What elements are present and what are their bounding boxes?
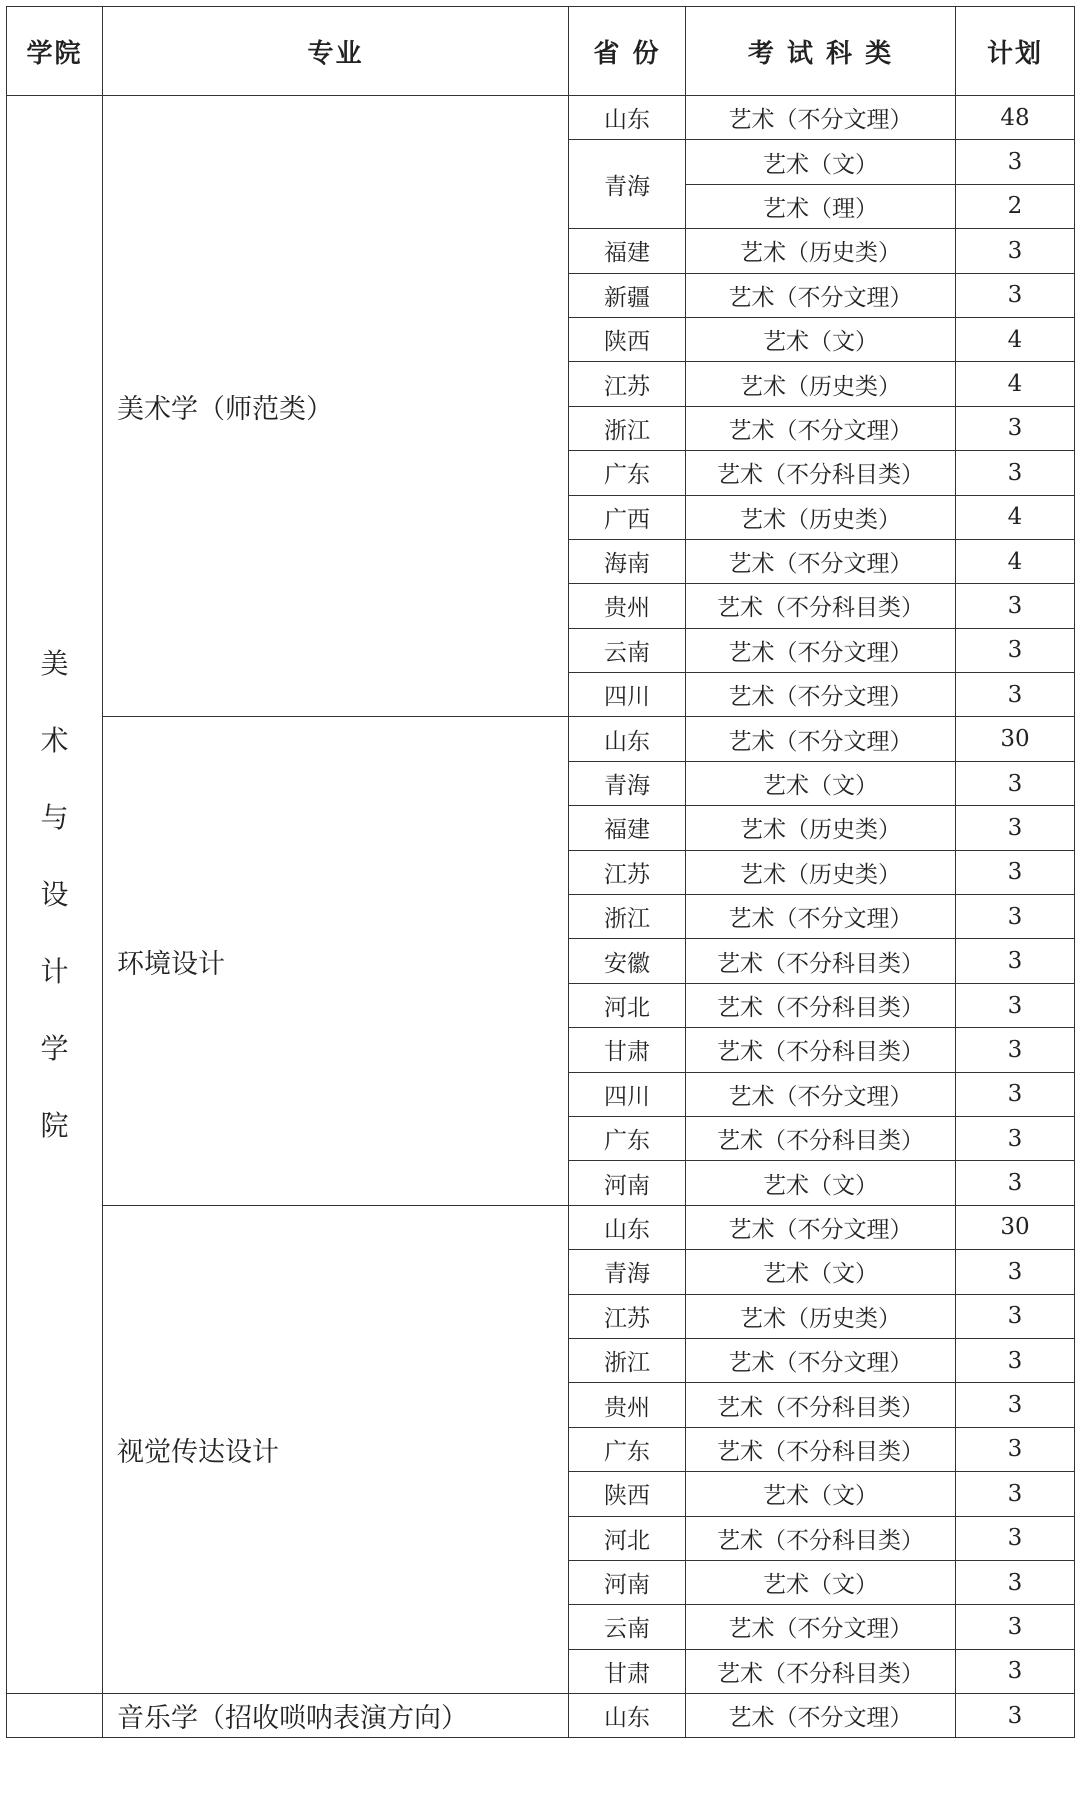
table-body (7, 96, 1075, 1738)
province-cell: 广东 (569, 451, 686, 495)
plan-cell: 3 (956, 939, 1075, 983)
category-cell: 艺术（不分科目类） (686, 1028, 956, 1072)
province-cell: 福建 (569, 806, 686, 850)
plan-cell: 3 (956, 850, 1075, 894)
plan-cell: 4 (956, 495, 1075, 539)
plan-cell: 3 (956, 273, 1075, 317)
province-cell: 陕西 (569, 1472, 686, 1516)
plan-cell: 3 (956, 229, 1075, 273)
province-cell: 广东 (569, 1427, 686, 1471)
plan-cell: 3 (956, 1028, 1075, 1072)
category-cell: 艺术（理） (686, 184, 956, 228)
category-cell: 艺术（文） (686, 761, 956, 805)
category-cell: 艺术（不分科目类） (686, 1427, 956, 1471)
plan-cell: 3 (956, 1427, 1075, 1471)
category-cell: 艺术（文） (686, 1250, 956, 1294)
category-cell: 艺术（不分文理） (686, 406, 956, 450)
category-cell: 艺术（不分科目类） (686, 1116, 956, 1160)
province-cell: 青海 (569, 761, 686, 805)
header-major: 专业 (103, 7, 569, 96)
category-cell: 艺术（不分科目类） (686, 1383, 956, 1427)
category-cell: 艺术（不分文理） (686, 273, 956, 317)
plan-cell: 3 (956, 140, 1075, 184)
plan-cell: 3 (956, 1294, 1075, 1338)
category-cell: 艺术（不分文理） (686, 717, 956, 761)
province-cell: 福建 (569, 229, 686, 273)
province-cell: 江苏 (569, 362, 686, 406)
province-cell: 云南 (569, 1605, 686, 1649)
province-cell: 陕西 (569, 317, 686, 361)
plan-cell: 3 (956, 451, 1075, 495)
province-cell: 云南 (569, 628, 686, 672)
province-cell: 贵州 (569, 584, 686, 628)
plan-cell: 3 (956, 1161, 1075, 1205)
table-row (7, 1205, 1075, 1249)
category-cell: 艺术（不分文理） (686, 673, 956, 717)
category-cell: 艺术（不分文理） (686, 96, 956, 140)
plan-cell: 3 (956, 761, 1075, 805)
plan-cell: 48 (956, 96, 1075, 140)
province-cell: 青海 (569, 1250, 686, 1294)
province-cell: 浙江 (569, 1338, 686, 1382)
plan-cell: 3 (956, 1383, 1075, 1427)
category-cell: 艺术（不分文理） (686, 1338, 956, 1382)
plan-cell: 3 (956, 1649, 1075, 1693)
province-cell: 山东 (569, 717, 686, 761)
category-cell: 艺术（不分文理） (686, 1605, 956, 1649)
category-cell: 艺术（不分科目类） (686, 1516, 956, 1560)
college-cell: 美 术 与 设 计 学 院 (7, 96, 103, 1694)
major-cell: 音乐学（招收唢呐表演方向） (103, 1694, 569, 1738)
category-cell: 艺术（历史类） (686, 1294, 956, 1338)
table-row (7, 96, 1075, 140)
plan-cell: 3 (956, 1250, 1075, 1294)
major-cell: 环境设计 (103, 717, 569, 1205)
plan-cell: 3 (956, 1694, 1075, 1738)
province-cell: 江苏 (569, 1294, 686, 1338)
plan-cell: 3 (956, 1116, 1075, 1160)
category-cell: 艺术（历史类） (686, 806, 956, 850)
header-college: 学院 (7, 7, 103, 96)
province-cell: 贵州 (569, 1383, 686, 1427)
admission-plan-table (6, 6, 1075, 1738)
province-cell: 新疆 (569, 273, 686, 317)
plan-cell: 3 (956, 673, 1075, 717)
table-row (7, 1694, 1075, 1738)
province-cell: 山东 (569, 96, 686, 140)
category-cell: 艺术（不分文理） (686, 1694, 956, 1738)
province-cell: 广西 (569, 495, 686, 539)
header-province: 省 份 (569, 7, 686, 96)
plan-cell: 3 (956, 1472, 1075, 1516)
province-cell: 浙江 (569, 406, 686, 450)
province-cell: 河南 (569, 1560, 686, 1604)
category-cell: 艺术（不分文理） (686, 1072, 956, 1116)
province-cell: 河南 (569, 1161, 686, 1205)
plan-cell: 3 (956, 1516, 1075, 1560)
province-cell: 河北 (569, 1516, 686, 1560)
province-cell: 海南 (569, 539, 686, 583)
category-cell: 艺术（历史类） (686, 850, 956, 894)
province-cell: 安徽 (569, 939, 686, 983)
plan-cell: 3 (956, 1560, 1075, 1604)
category-cell: 艺术（文） (686, 140, 956, 184)
table-row (7, 717, 1075, 761)
plan-cell: 30 (956, 1205, 1075, 1249)
province-cell: 青海 (569, 140, 686, 229)
category-cell: 艺术（不分科目类） (686, 451, 956, 495)
category-cell: 艺术（文） (686, 1161, 956, 1205)
header-category: 考 试 科 类 (686, 7, 956, 96)
province-cell: 四川 (569, 1072, 686, 1116)
category-cell: 艺术（不分科目类） (686, 1649, 956, 1693)
category-cell: 艺术（不分文理） (686, 1205, 956, 1249)
province-cell: 甘肃 (569, 1028, 686, 1072)
plan-cell: 30 (956, 717, 1075, 761)
plan-cell: 3 (956, 584, 1075, 628)
plan-cell: 3 (956, 895, 1075, 939)
province-cell: 山东 (569, 1205, 686, 1249)
province-cell: 浙江 (569, 895, 686, 939)
category-cell: 艺术（历史类） (686, 362, 956, 406)
category-cell: 艺术（文） (686, 317, 956, 361)
plan-cell: 3 (956, 1072, 1075, 1116)
category-cell: 艺术（不分文理） (686, 539, 956, 583)
category-cell: 艺术（不分科目类） (686, 584, 956, 628)
college-cell-empty (7, 1694, 103, 1738)
header-row (7, 7, 1075, 96)
province-cell: 广东 (569, 1116, 686, 1160)
category-cell: 艺术（不分科目类） (686, 983, 956, 1027)
province-cell: 山东 (569, 1694, 686, 1738)
category-cell: 艺术（历史类） (686, 229, 956, 273)
plan-cell: 3 (956, 983, 1075, 1027)
major-cell: 视觉传达设计 (103, 1205, 569, 1693)
plan-cell: 3 (956, 1605, 1075, 1649)
category-cell: 艺术（历史类） (686, 495, 956, 539)
category-cell: 艺术（文） (686, 1560, 956, 1604)
category-cell: 艺术（不分文理） (686, 895, 956, 939)
category-cell: 艺术（文） (686, 1472, 956, 1516)
category-cell: 艺术（不分科目类） (686, 939, 956, 983)
plan-cell: 3 (956, 628, 1075, 672)
plan-cell: 3 (956, 1338, 1075, 1382)
plan-cell: 3 (956, 406, 1075, 450)
header-plan: 计划 (956, 7, 1075, 96)
province-cell: 江苏 (569, 850, 686, 894)
plan-cell: 2 (956, 184, 1075, 228)
plan-cell: 4 (956, 362, 1075, 406)
plan-cell: 4 (956, 539, 1075, 583)
province-cell: 四川 (569, 673, 686, 717)
category-cell: 艺术（不分文理） (686, 628, 956, 672)
plan-cell: 3 (956, 806, 1075, 850)
province-cell: 河北 (569, 983, 686, 1027)
plan-cell: 4 (956, 317, 1075, 361)
major-cell: 美术学（师范类） (103, 96, 569, 717)
province-cell: 甘肃 (569, 1649, 686, 1693)
